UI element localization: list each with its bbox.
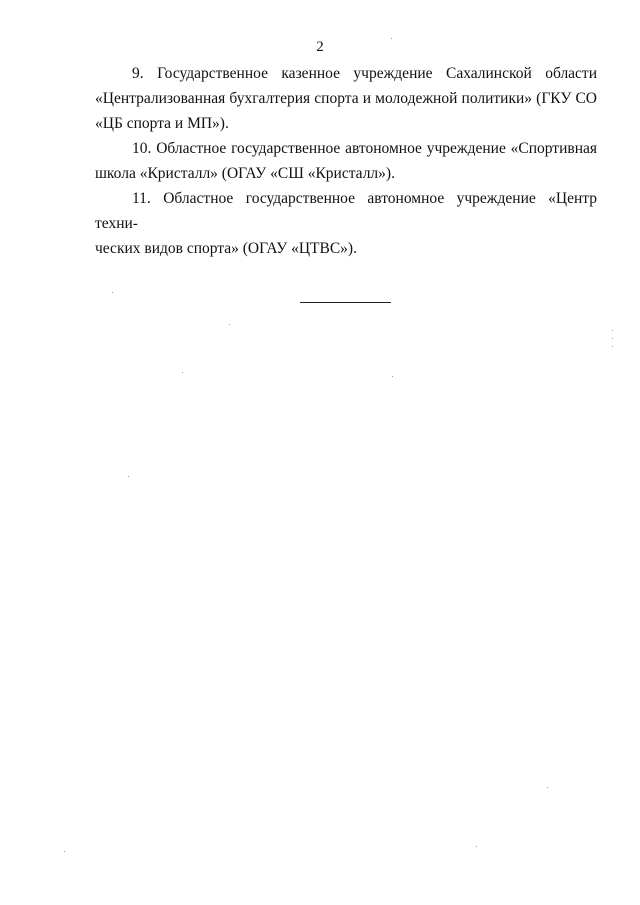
- list-item-9-line-3: «ЦБ спорта и МП»).: [95, 115, 229, 132]
- page-number: 2: [316, 39, 324, 55]
- list-item-10-line-2: школа «Кристалл» (ОГАУ «СШ «Кристалл»).: [95, 165, 395, 182]
- list-item-11-number: 11.: [132, 190, 151, 207]
- scan-speck: [112, 292, 113, 293]
- list-item-10-text-1: Областное государственное автономное учреждение «Спортивная: [156, 140, 597, 157]
- list-item-11-line-2: ческих видов спорта» (ОГАУ «ЦТВС»).: [95, 240, 357, 257]
- scan-speck: [476, 846, 477, 847]
- scan-speck: [229, 324, 230, 325]
- list-item-9-line-1: [95, 61, 597, 86]
- list-item-9-line-2: «Централизованная бухгалтерия спорта и молодежной политики» (ГКУ СО: [95, 90, 597, 107]
- list-item-10-number: 10.: [132, 140, 152, 157]
- list-item-9: [95, 61, 597, 136]
- list-item-11-text-1: Областное государственное автономное учреждение «Центр техни-: [95, 190, 597, 232]
- scan-speck: [547, 787, 548, 788]
- scan-speck: [612, 338, 613, 339]
- list-item-10: [95, 136, 597, 186]
- scan-speck: [392, 376, 393, 377]
- list-item-11: [95, 186, 597, 261]
- scan-speck: [391, 38, 392, 39]
- list-item-10-line-1: [95, 136, 597, 161]
- scan-speck: [128, 476, 129, 477]
- scan-speck: [64, 851, 65, 852]
- list-item-9-number: 9.: [132, 65, 144, 82]
- document-body: [95, 61, 597, 261]
- list-item-11-line-1: [95, 186, 597, 236]
- end-separator-line: [300, 302, 391, 303]
- scan-speck: [612, 346, 613, 347]
- scan-speck: [612, 330, 613, 331]
- scan-speck: [182, 372, 183, 373]
- list-item-9-text-1: Государственное казенное учреждение Сахалинской области: [157, 65, 598, 82]
